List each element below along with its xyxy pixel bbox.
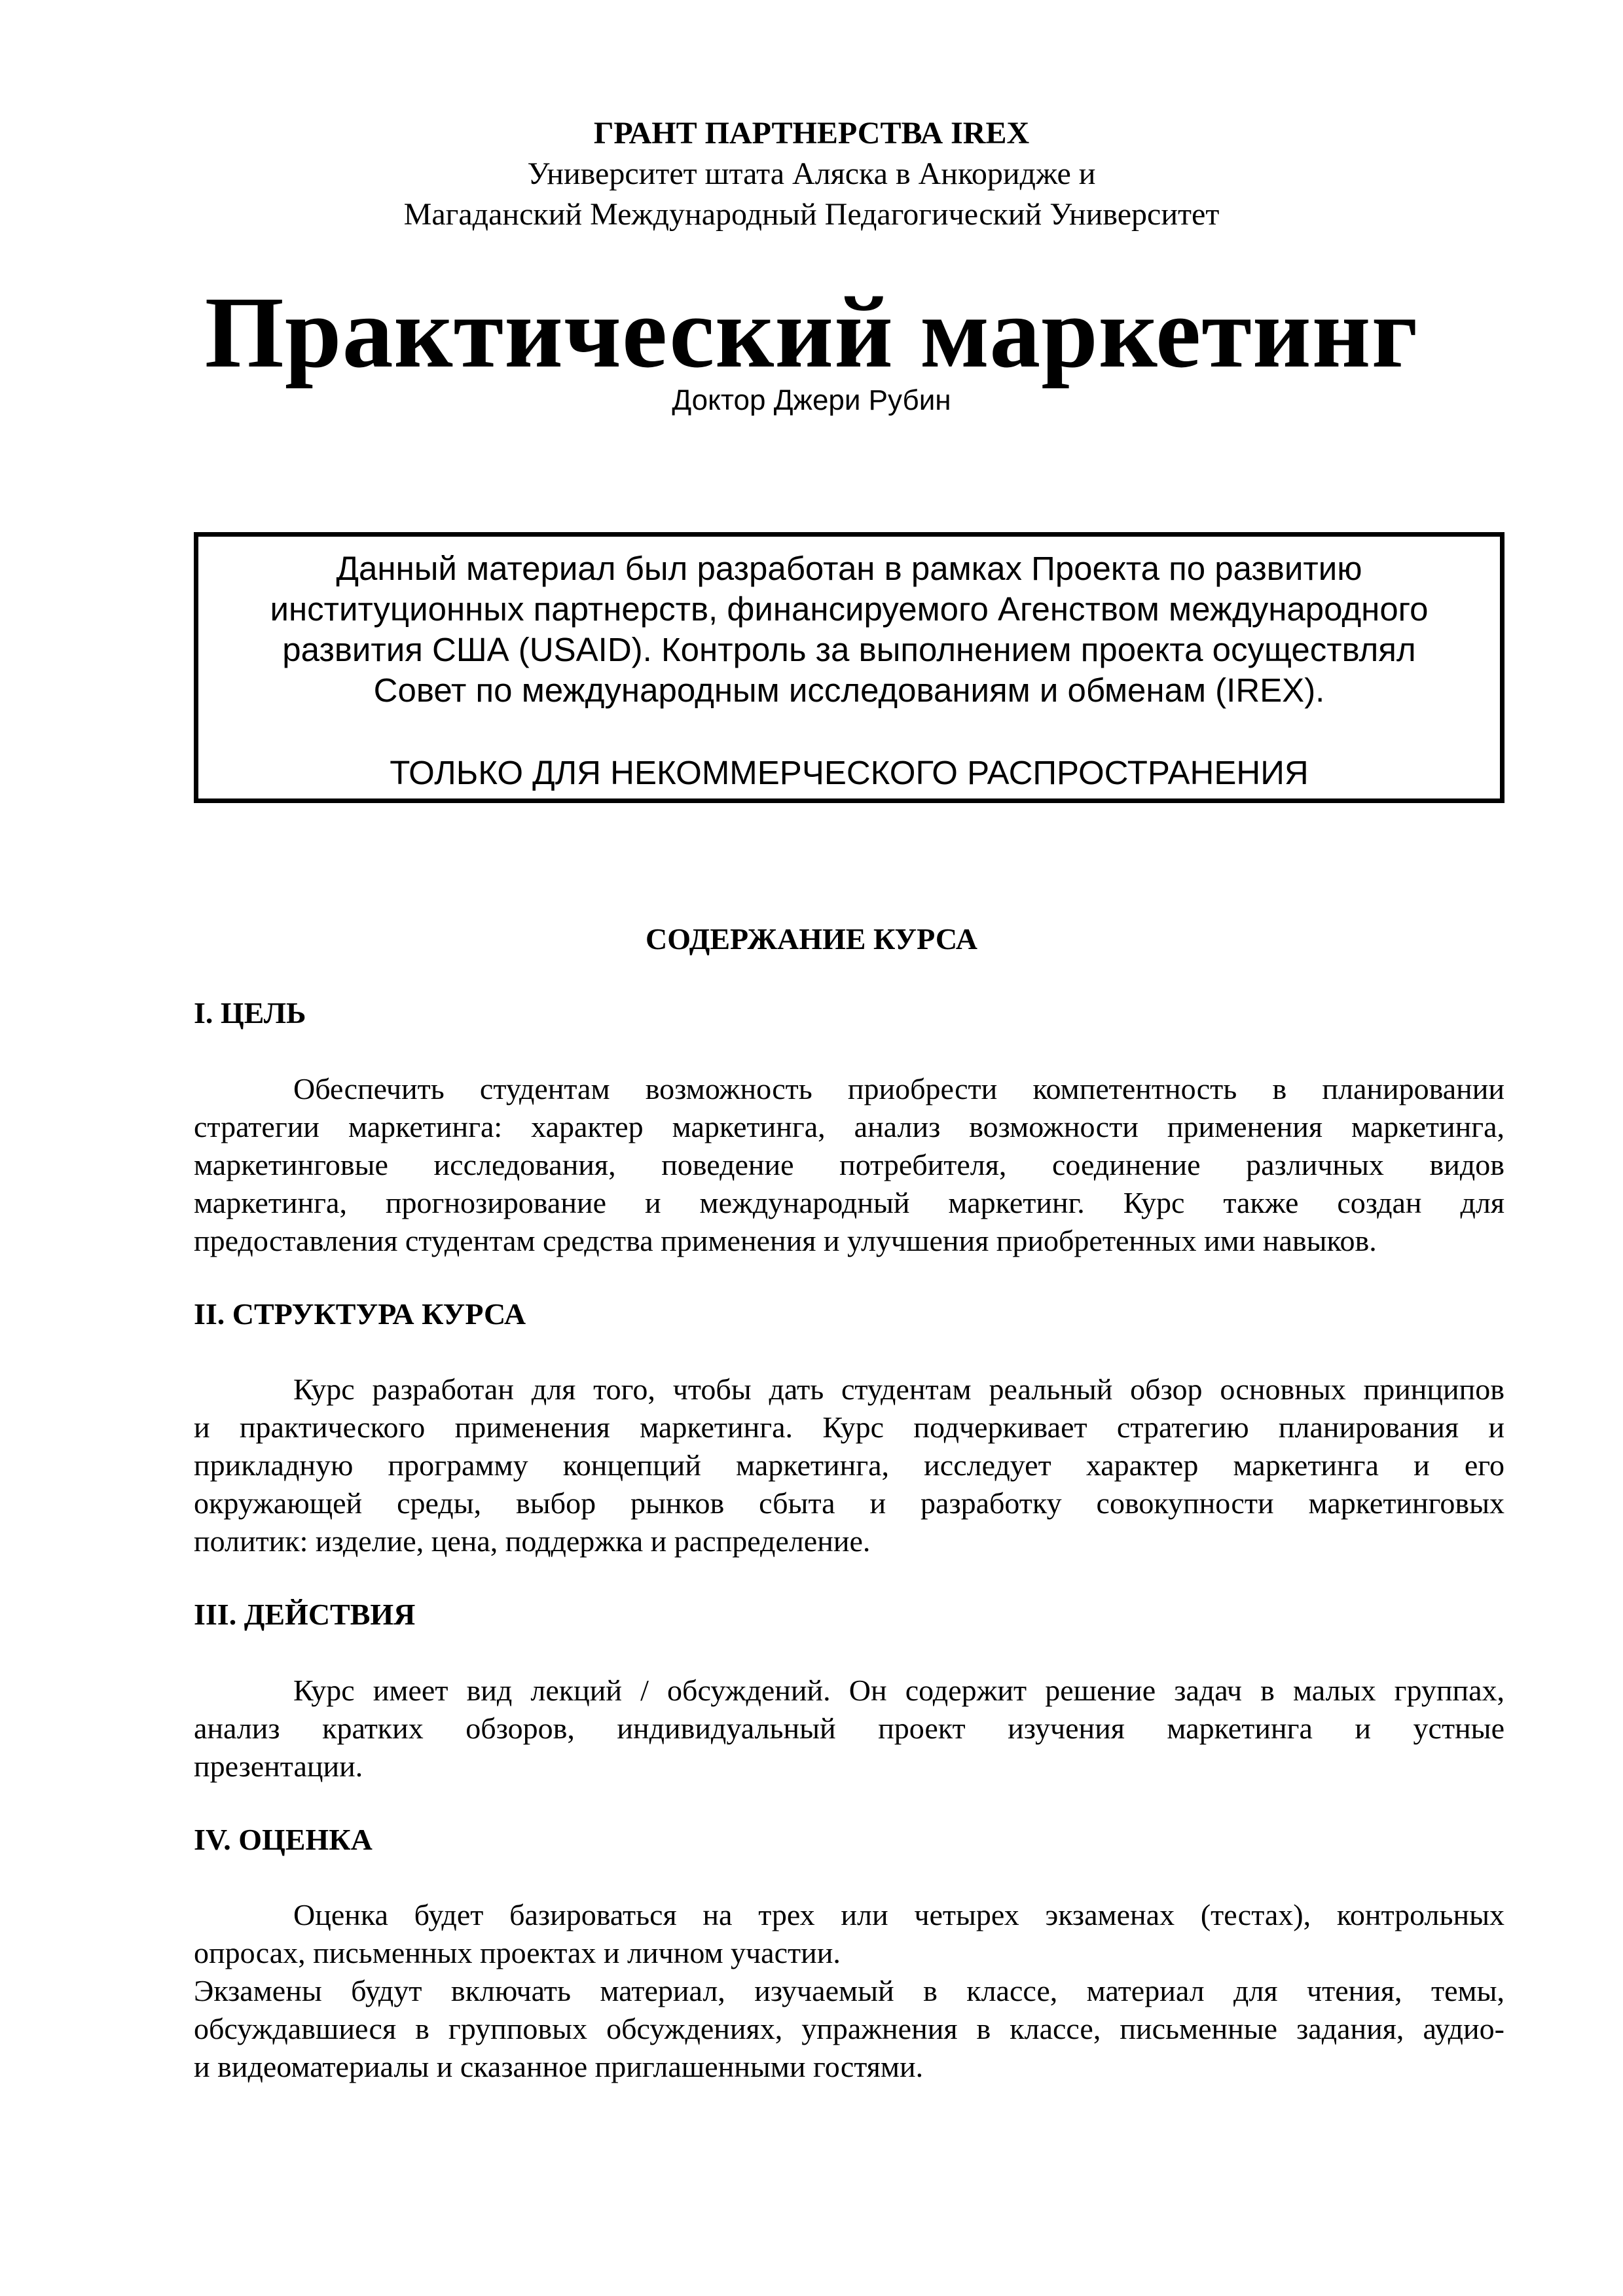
notice-line: институционных партнерств, финансируемого Агенством международного [270,590,1429,628]
paragraph-line: Экзамены будут включать материал, изучаемый в классе, материал для чтения, темы, [194,1974,1504,2007]
noncommercial-notice: ТОЛЬКО ДЛЯ НЕКОММЕРЧЕСКОГО РАСПРОСТРАНЕНИЯ [390,754,1309,791]
section-paragraph-activities [194,1672,1504,1785]
paragraph-line: опросах, письменных проектах и личном участии. [194,1936,841,1969]
paragraph-line: маркетинговые исследования, поведение потребителя, соединение различных видов [194,1148,1504,1181]
paragraph-line: прикладную программу концепций маркетинга, исследует характер маркетинга и его [194,1448,1504,1482]
section-heading-activities: III. ДЕЙСТВИЯ [194,1598,416,1631]
section-heading-structure: II. СТРУКТУРА КУРСА [194,1297,526,1331]
section-paragraph-assessment [194,1896,1504,2086]
paragraph-line: анализ кратких обзоров, индивидуальный проект изучения маркетинга и устные [194,1712,1504,1745]
funding-notice-box [194,532,1504,803]
course-contents-title: СОДЕРЖАНИЕ КУРСА [646,922,977,956]
document-title: Практический маркетинг [204,276,1419,389]
paragraph-line: стратегии маркетинга: характер маркетинга, анализ возможности применения маркетинга, [194,1110,1504,1143]
section-heading-assessment: IV. ОЦЕНКА [194,1823,373,1856]
paragraph-line: Обеспечить студентам возможность приобрести компетентность в планировании [293,1072,1504,1105]
paragraph-line: предоставления студентам средства применения и улучшения приобретенных ими навыков. [194,1224,1377,1257]
notice-line: Данный материал был разработан в рамках Проекта по развитию [336,550,1362,587]
paragraph-line: и видеоматериалы и сказанное приглашенными гостями. [194,2050,924,2083]
grant-title: ГРАНТ ПАРТНЕРСТВА IREX [593,116,1030,151]
paragraph-line: обсуждавшиеся в групповых обсуждениях, упражнения в классе, письменные задания, аудио- [194,2012,1504,2045]
paragraph-line: Оценка будет базироваться на трех или четырех экзаменах (тестах), контрольных [293,1898,1504,1931]
paragraph-line: Курс имеет вид лекций / обсуждений. Он содержит решение задач в малых группах, [293,1674,1504,1707]
notice-line: Совет по международным исследованиям и обменам (IREX). [373,672,1325,709]
section-paragraph-structure [194,1371,1504,1560]
paragraph-line: политик: изделие, цена, поддержка и распределение. [194,1524,871,1558]
university-line-2: Магаданский Международный Педагогический Университет [403,197,1220,232]
section-heading-goal: I. ЦЕЛЬ [194,996,306,1030]
paragraph-line: и практического применения маркетинга. Курс подчеркивает стратегию планирования и [194,1410,1504,1444]
paragraph-line: окружающей среды, выбор рынков сбыта и разработку совокупности маркетинговых [194,1486,1504,1520]
paragraph-line: презентации. [194,1749,363,1783]
author-name: Доктор Джери Рубин [672,384,951,416]
funding-notice-text [198,548,1500,711]
section-paragraph-goal [194,1070,1504,1260]
notice-line: развития США (USAID). Контроль за выполнением проекта осуществлял [282,631,1416,668]
paragraph-line: маркетинга, прогнозирование и международный маркетинг. Курс также создан для [194,1186,1504,1219]
university-line-1: Университет штата Аляска в Анкоридже и [527,156,1096,191]
paragraph-line: Курс разработан для того, чтобы дать студентам реальный обзор основных принципов [293,1372,1504,1406]
